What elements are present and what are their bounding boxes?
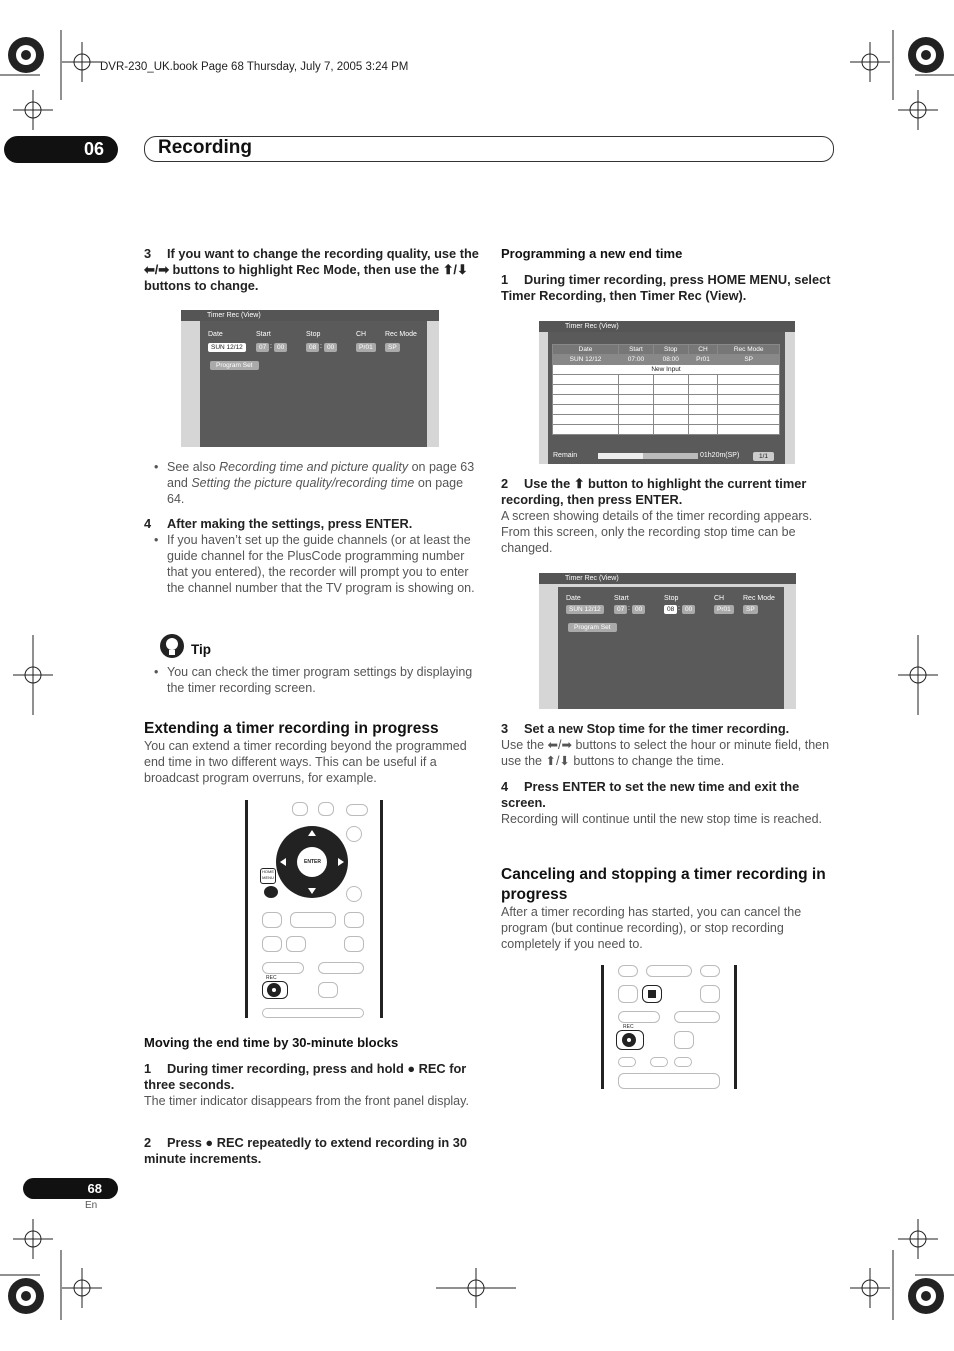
- remote-button: [346, 826, 362, 842]
- page-number: 68: [23, 1178, 118, 1199]
- remote-button: [264, 886, 278, 898]
- rec-label: REC: [266, 975, 277, 981]
- rec-button[interactable]: [262, 981, 288, 999]
- screen-title: Timer Rec (View): [539, 573, 796, 584]
- bullet-text: If you haven’t set up the guide channels (or at least the guide channel for the PlusCode programming number that you entered), the recorder will prompt you to enter the channel number that the TV program is showing on.: [167, 533, 475, 595]
- right-step-2: [501, 476, 836, 508]
- cell-ch: Pr01: [688, 355, 718, 365]
- header-date: Date: [208, 331, 223, 338]
- remote-button: [618, 1057, 636, 1067]
- remote-button: [700, 965, 720, 977]
- remote-button: [700, 985, 720, 1003]
- sub-step-1: [144, 1061, 479, 1093]
- step-number: 1: [501, 272, 509, 287]
- channel-field[interactable]: Pr01: [356, 343, 376, 352]
- remote-button: [318, 982, 338, 998]
- section-title-extending: Extending a timer recording in progress: [144, 720, 439, 737]
- remain-value: 01h20m(SP): [700, 452, 740, 459]
- step-text: Set a new Stop time for the timer recording.: [524, 721, 790, 736]
- language-label: En: [85, 1200, 98, 1211]
- right-step-3: [501, 721, 836, 737]
- step-text: During timer recording, press and hold ● REC for three seconds.: [144, 1061, 467, 1092]
- rec-mode-field[interactable]: SP: [743, 605, 758, 614]
- channel-field[interactable]: Pr01: [714, 605, 734, 614]
- header-rec-mode: Rec Mode: [718, 345, 780, 355]
- step-number: 2: [501, 476, 509, 491]
- header-rec-mode: Rec Mode: [385, 331, 417, 338]
- stop-button[interactable]: [642, 985, 662, 1003]
- cell-stop: 08:00: [653, 355, 688, 365]
- step-text: After making the settings, press ENTER.: [167, 516, 413, 531]
- right-step-1: [501, 272, 836, 304]
- start-hour-field[interactable]: 07: [614, 605, 627, 614]
- home-menu-label: HOME MENU: [262, 869, 274, 880]
- step-text: If you want to change the recording quality, use the ⬅/➡ buttons to highlight Rec Mode, then use the ⬆/⬇ buttons to change.: [144, 246, 479, 293]
- colon: :: [628, 605, 630, 612]
- tip-label: Tip: [191, 642, 211, 657]
- remote-button: [344, 936, 364, 952]
- timer-rec-screen-1: [181, 310, 439, 447]
- remote-button: [292, 802, 308, 816]
- remain-bar: [598, 453, 698, 459]
- step-text: During timer recording, press HOME MENU, select Timer Recording, then Timer Rec (View).: [501, 272, 831, 303]
- remote-button: [674, 1031, 694, 1049]
- remote-button: [344, 912, 364, 928]
- screen-title: Timer Rec (View): [181, 310, 439, 321]
- remote-button: [618, 965, 638, 977]
- header-stop: Stop: [664, 595, 679, 602]
- remote-button: [346, 886, 362, 902]
- remote-button: [646, 965, 692, 977]
- bullet-dot: •: [154, 665, 159, 679]
- rec-mode-field[interactable]: SP: [385, 343, 400, 352]
- bullet-text: on page 63 and: [167, 460, 475, 490]
- stop-hour-field[interactable]: 08: [664, 605, 677, 614]
- section-body-extending: You can extend a timer recording beyond the programmed end time in two different ways. This can be useful if a broadcast program overruns, for example.: [144, 739, 467, 785]
- stop-hour-field[interactable]: 08: [306, 343, 319, 352]
- table-row[interactable]: [553, 355, 780, 365]
- stop-minute-field[interactable]: 00: [324, 343, 337, 352]
- remote-illustration-1: [245, 800, 383, 1018]
- table-header-row: [553, 345, 780, 355]
- remote-button: [650, 1057, 668, 1067]
- header-ch: CH: [688, 345, 718, 355]
- table-row[interactable]: [553, 425, 780, 435]
- link-ref: Recording time and picture quality: [219, 460, 409, 474]
- start-minute-field[interactable]: 00: [274, 343, 287, 352]
- remote-button: [318, 802, 334, 816]
- new-input-row[interactable]: [553, 365, 780, 375]
- step-text: Use the ⬆ button to highlight the current timer recording, then press ENTER.: [501, 476, 807, 507]
- step-number: 4: [144, 516, 152, 531]
- cell-start: 07:00: [619, 355, 654, 365]
- table-row[interactable]: [553, 395, 780, 405]
- book-info-line: DVR-230_UK.book Page 68 Thursday, July 7, 2005 3:24 PM: [100, 61, 409, 73]
- header-start: Start: [256, 331, 271, 338]
- rec-label: REC: [623, 1024, 634, 1030]
- header-stop: Stop: [306, 331, 321, 338]
- see-also-bullet: [154, 459, 479, 507]
- step-text: Press ● REC repeatedly to extend recording in 30 minute increments.: [144, 1135, 468, 1166]
- step-number: 3: [144, 246, 152, 261]
- header-start: Start: [619, 345, 654, 355]
- table-row[interactable]: [553, 375, 780, 385]
- remote-button: [618, 1073, 720, 1089]
- remote-button: [262, 962, 304, 974]
- remote-button: [318, 962, 364, 974]
- tip-icon: [158, 632, 186, 660]
- start-hour-field[interactable]: 07: [256, 343, 269, 352]
- new-input-cell: New Input: [553, 365, 780, 375]
- remote-button: [262, 1008, 364, 1018]
- right-step-2-body: A screen showing details of the timer recording appears. From this screen, only the recording stop time can be changed.: [501, 509, 813, 555]
- chapter-title: Recording: [158, 137, 252, 158]
- remain-bar-fill: [598, 453, 643, 459]
- section-title-canceling: Canceling and stopping a timer recording in progress: [501, 866, 826, 903]
- bullet-dot: •: [154, 533, 159, 547]
- table-row[interactable]: [553, 405, 780, 415]
- start-minute-field[interactable]: 00: [632, 605, 645, 614]
- cell-date: SUN 12/12: [553, 355, 619, 365]
- step-number: 4: [501, 779, 509, 794]
- header-date: Date: [566, 595, 581, 602]
- header-stop: Stop: [653, 345, 688, 355]
- home-menu-button[interactable]: [260, 868, 276, 884]
- header-rec-mode: Rec Mode: [743, 595, 775, 602]
- screen-title: Timer Rec (View): [539, 321, 795, 332]
- step-number: 2: [144, 1135, 152, 1150]
- remote-button: [262, 912, 282, 928]
- rec-button[interactable]: [616, 1030, 644, 1050]
- colon: :: [678, 605, 680, 612]
- remote-button: [674, 1011, 720, 1023]
- header-ch: CH: [714, 595, 725, 602]
- page-indicator: 1/1: [753, 452, 774, 461]
- right-step-4-body: Recording will continue until the new stop time is reached.: [501, 812, 823, 826]
- remote-button: [618, 1011, 660, 1023]
- step-3-quality: [144, 246, 479, 294]
- guide-channel-bullet: [154, 532, 479, 596]
- date-field[interactable]: SUN 12/12: [208, 343, 246, 352]
- tip-bullet: [154, 664, 479, 696]
- right-step-3-body: Use the ⬅/➡ buttons to select the hour or minute field, then use the ⬆/⬇ buttons to change the time.: [501, 738, 830, 768]
- sub-step-2: [144, 1135, 479, 1167]
- program-set-button[interactable]: Program Set: [210, 361, 259, 370]
- cell-rec-mode: SP: [718, 355, 780, 365]
- chapter-number: 06: [4, 136, 118, 163]
- bullet-text: See also: [167, 460, 220, 474]
- sub-title-new-end-time: Programming a new end time: [501, 246, 683, 261]
- table-row[interactable]: [553, 415, 780, 425]
- timer-rec-screen-3: [539, 573, 796, 709]
- timer-list-table: [552, 344, 780, 435]
- bullet-text: on page 64.: [167, 476, 464, 506]
- step-number: 3: [501, 721, 509, 736]
- bullet-dot: •: [154, 460, 159, 474]
- remote-button: [674, 1057, 692, 1067]
- stop-minute-field[interactable]: 00: [682, 605, 695, 614]
- bullet-text: You can check the timer program settings by displaying the timer recording screen.: [167, 665, 473, 695]
- date-field[interactable]: SUN 12/12: [566, 605, 604, 614]
- header-date: Date: [553, 345, 619, 355]
- header-start: Start: [614, 595, 629, 602]
- sub-step-1-body: The timer indicator disappears from the front panel display.: [144, 1094, 469, 1108]
- remote-button: [262, 936, 282, 952]
- section-body-canceling: After a timer recording has started, you can cancel the program (but continue recording), or stop recording completely if you need to.: [501, 905, 802, 951]
- step-number: 1: [144, 1061, 152, 1076]
- enter-button-label[interactable]: ENTER: [304, 859, 321, 865]
- remote-button: [290, 912, 336, 928]
- program-set-button[interactable]: Program Set: [568, 623, 617, 632]
- remote-button: [286, 936, 306, 952]
- remain-label: Remain: [553, 452, 578, 459]
- table-row[interactable]: [553, 385, 780, 395]
- header-ch: CH: [356, 331, 367, 338]
- step-4-enter: [144, 516, 479, 532]
- colon: :: [320, 343, 322, 350]
- remote-button: [346, 804, 368, 816]
- sub-title-30-minute: Moving the end time by 30-minute blocks: [144, 1035, 399, 1050]
- link-ref: Setting the picture quality/recording time: [191, 476, 415, 490]
- timer-rec-screen-2: [539, 321, 795, 464]
- right-step-4: [501, 779, 836, 811]
- remote-button: [618, 985, 638, 1003]
- colon: :: [270, 343, 272, 350]
- remote-illustration-2: [601, 965, 737, 1089]
- step-text: Press ENTER to set the new time and exit the screen.: [501, 779, 800, 810]
